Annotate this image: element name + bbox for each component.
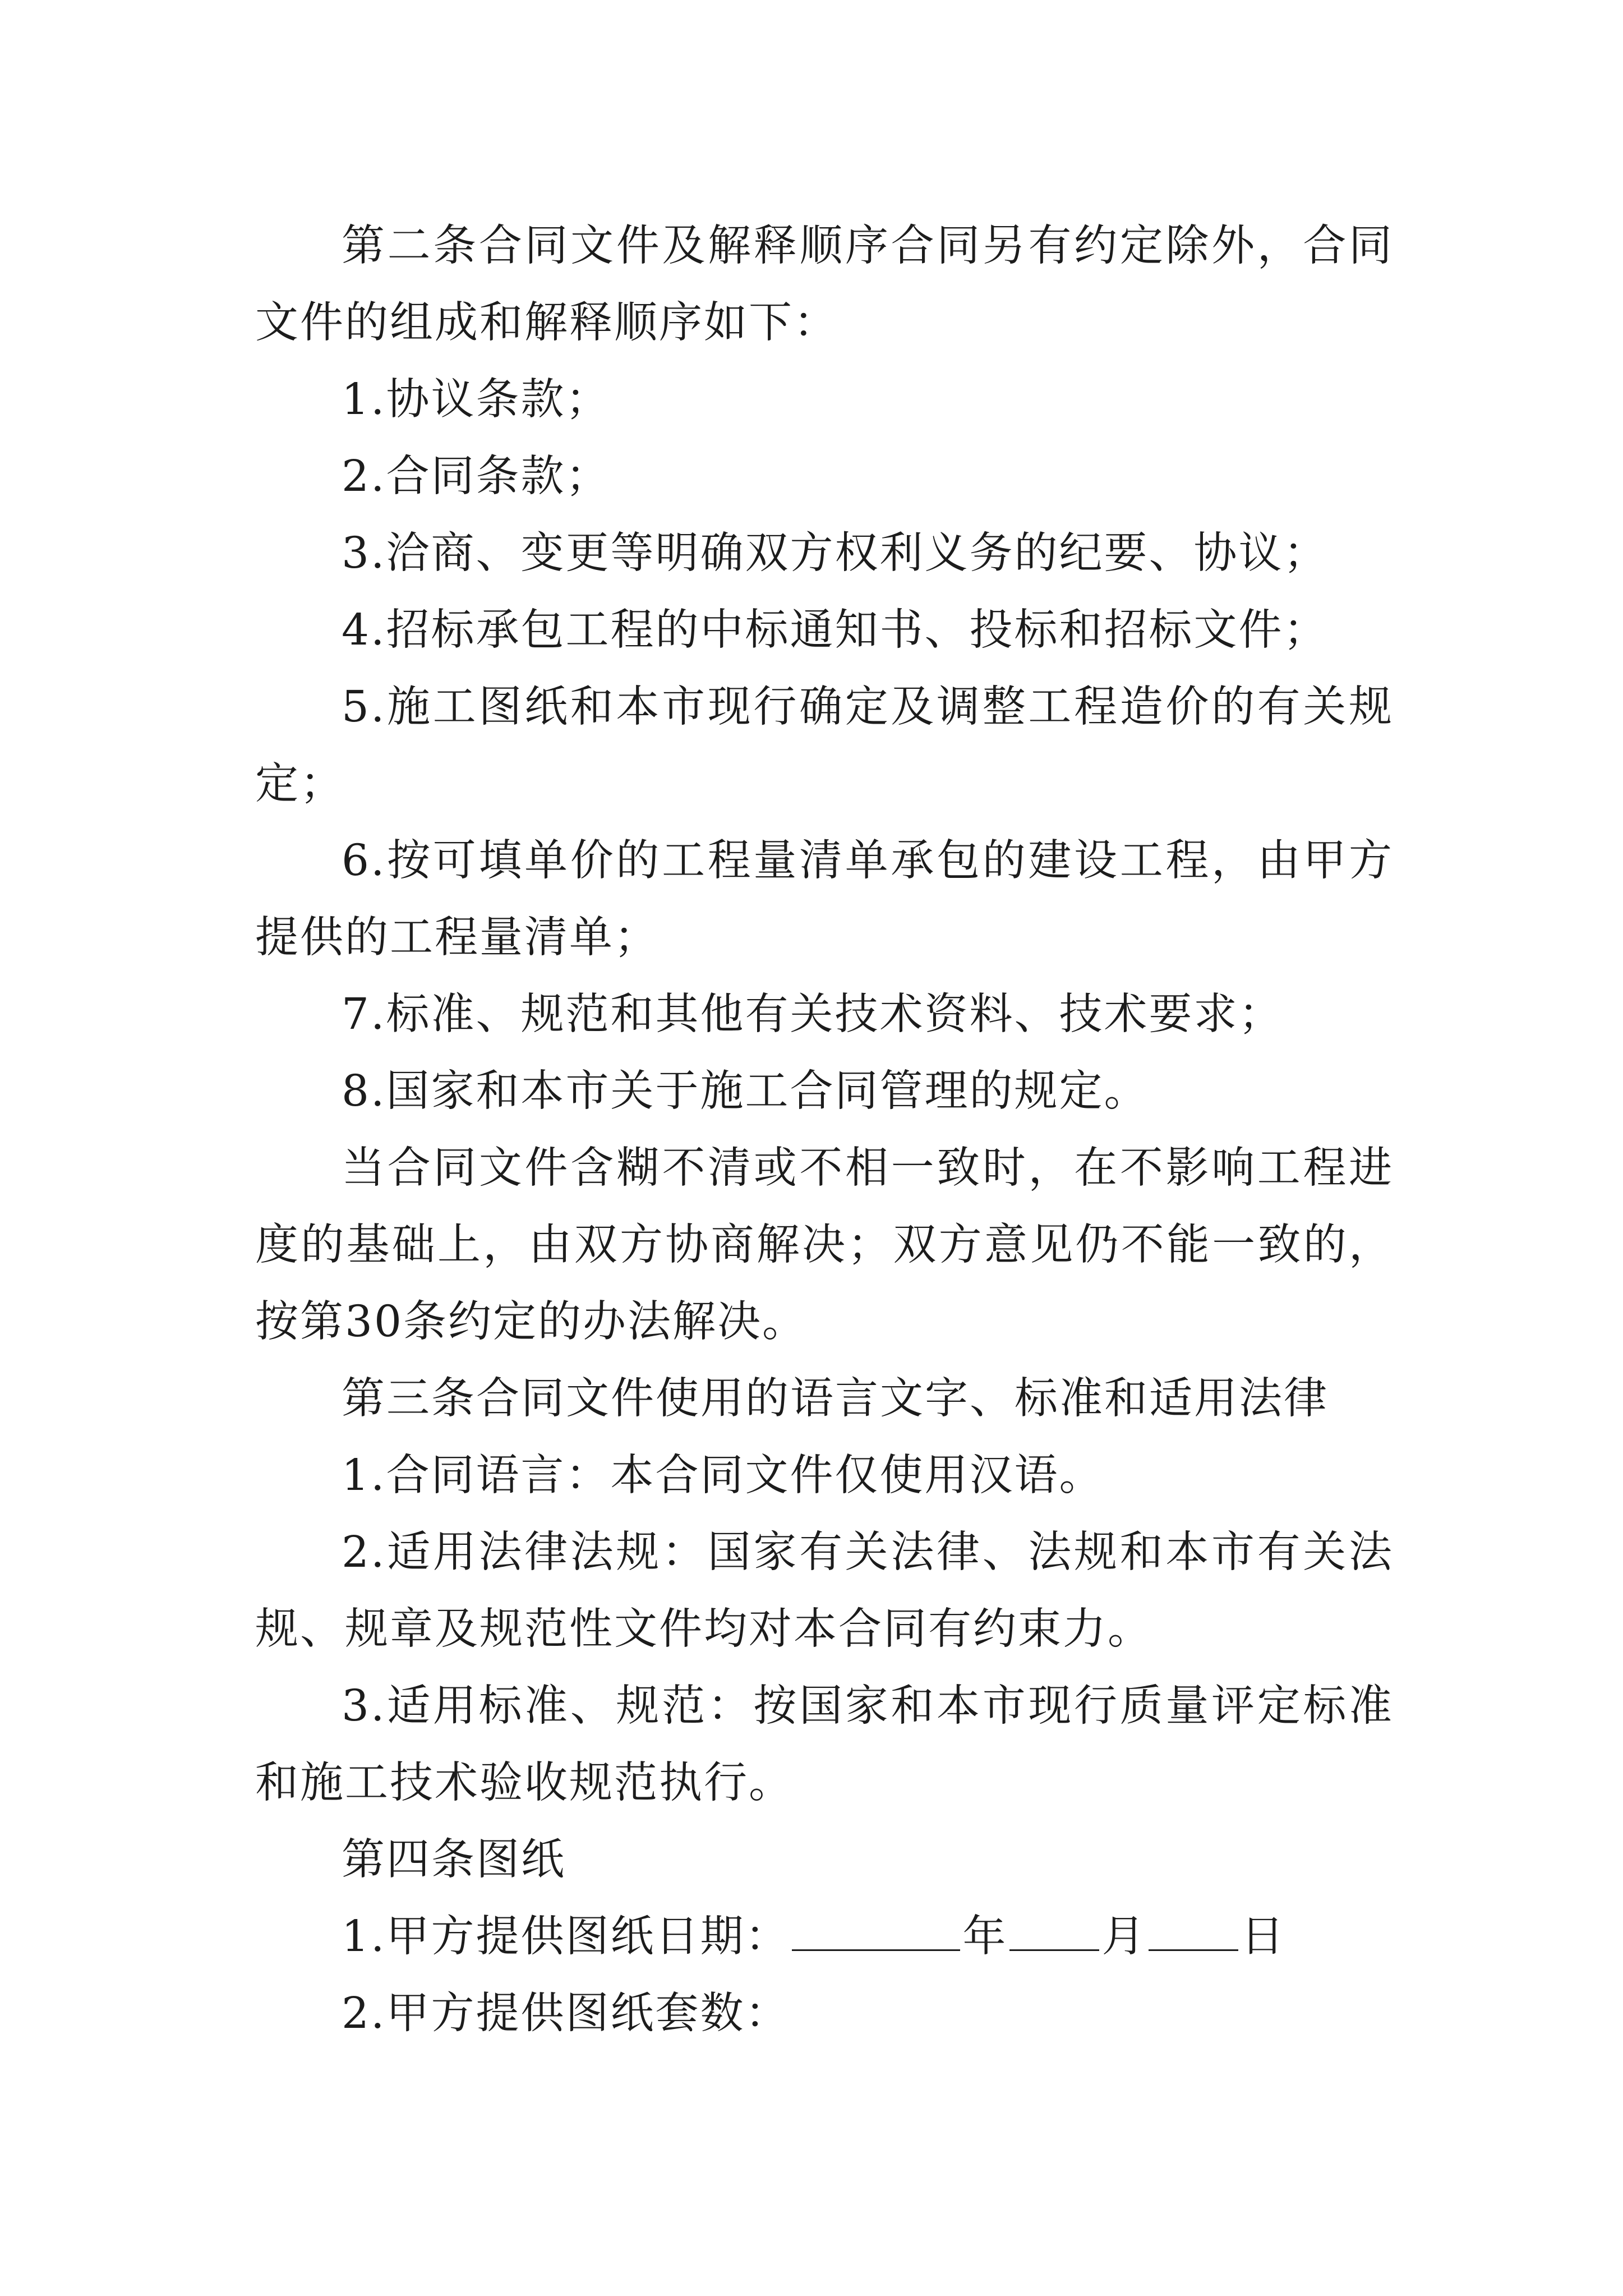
year-blank: [792, 1910, 960, 1951]
list-item: 2.适用法律法规：国家有关法律、法规和本市有关法规、规章及规范性文件均对本合同有约束力。: [255, 1527, 1394, 1654]
drawing-date-label: 1.甲方提供图纸日期：: [342, 1912, 790, 1962]
article-4-heading: 第四条图纸: [342, 1835, 566, 1885]
list-item: 3.适用标准、规范：按国家和本市现行质量评定标准和施工技术验收规范执行。: [255, 1681, 1394, 1808]
month-blank: [1009, 1910, 1099, 1951]
day-label: 日: [1241, 1912, 1286, 1962]
drawing-sets-line: 2.甲方提供图纸套数：: [342, 1989, 790, 2039]
article-2-heading: 第二条合同文件及解释顺序合同另有约定除外，合同文件的组成和解释顺序如下：: [255, 221, 1394, 348]
drawing-date-line: [255, 1898, 1394, 1975]
list-item: 4.招标承包工程的中标通知书、投标和招标文件；: [342, 605, 1329, 655]
article-3-heading: 第三条合同文件使用的语言文字、标准和适用法律: [342, 1374, 1329, 1424]
list-item: 1.协议条款；: [342, 375, 611, 425]
year-label: 年: [962, 1912, 1008, 1962]
list-item: 8.国家和本市关于施工合同管理的规定。: [342, 1066, 1149, 1116]
list-item: 2.合同条款；: [342, 452, 611, 501]
day-blank: [1149, 1910, 1238, 1951]
list-item: 1.合同语言：本合同文件仅使用汉语。: [342, 1451, 1104, 1501]
body-paragraph: 当合同文件含糊不清或不相一致时，在不影响工程进度的基础上，由双方协商解决；双方意见仍不能一致的，按第30条约定的办法解决。: [255, 1143, 1394, 1347]
month-label: 月: [1101, 1912, 1147, 1962]
list-item: 7.标准、规范和其他有关技术资料、技术要求；: [342, 990, 1284, 1039]
list-item: 5.施工图纸和本市现行确定及调整工程造价的有关规定；: [255, 682, 1394, 809]
list-item: 6.按可填单价的工程量清单承包的建设工程，由甲方提供的工程量清单；: [255, 836, 1394, 963]
document-body: [255, 208, 1394, 2052]
list-item: 3.洽商、变更等明确双方权利义务的纪要、协议；: [342, 528, 1329, 578]
